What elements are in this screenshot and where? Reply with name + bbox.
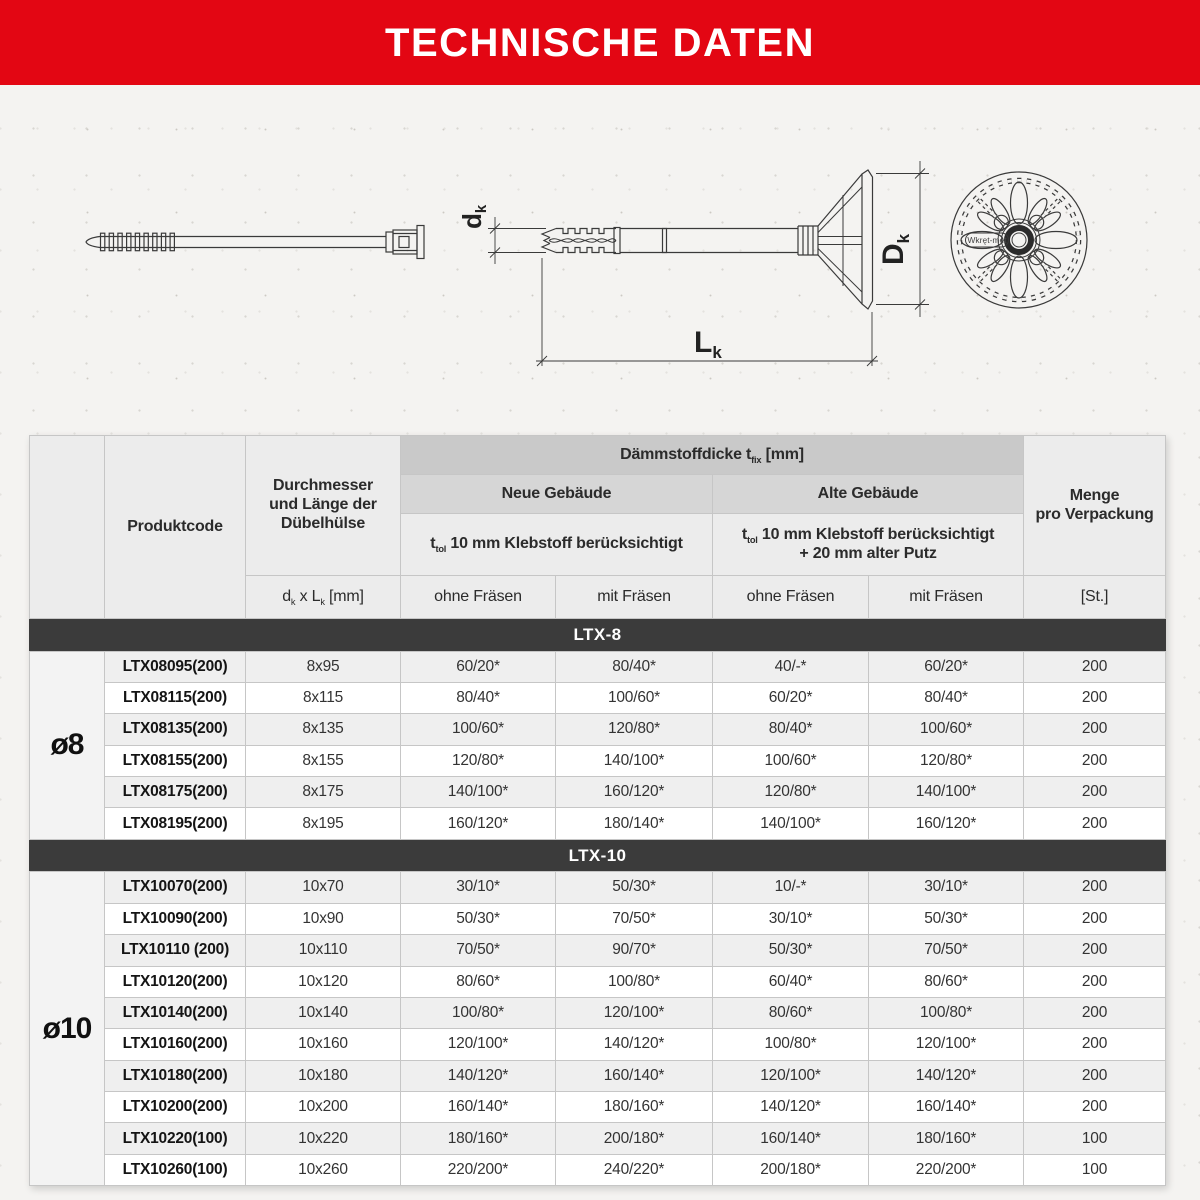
neue-mit-fraesen-cell: 120/80* xyxy=(556,714,713,745)
neue-ohne-fraesen-cell: 140/120* xyxy=(401,1060,556,1091)
alte-mit-fraesen-cell: 100/80* xyxy=(869,997,1024,1028)
size-cell: 8x95 xyxy=(246,651,401,682)
alte-mit-fraesen-cell: 220/200* xyxy=(869,1154,1024,1185)
section-band xyxy=(30,619,1166,652)
size-cell: 10x140 xyxy=(246,997,401,1028)
diameter-label: ø10 xyxy=(30,872,105,1186)
technical-data-table xyxy=(29,435,1166,1186)
size-cell: 10x160 xyxy=(246,1029,401,1060)
product-code-cell: LTX10220(100) xyxy=(105,1123,246,1154)
product-code-cell: LTX10160(200) xyxy=(105,1029,246,1060)
neue-ohne-fraesen-cell: 160/140* xyxy=(401,1092,556,1123)
size-cell: 10x70 xyxy=(246,872,401,903)
section-band xyxy=(30,839,1166,872)
alte-mit-fraesen-cell: 140/100* xyxy=(869,777,1024,808)
neue-ohne-fraesen-cell: 60/20* xyxy=(401,651,556,682)
neue-mit-fraesen-cell: 140/100* xyxy=(556,745,713,776)
alte-mit-fraesen-cell: 30/10* xyxy=(869,872,1024,903)
alte-ohne-fraesen-cell: 10/-* xyxy=(713,872,869,903)
neue-mit-fraesen-cell: 120/100* xyxy=(556,997,713,1028)
dowel-section-drawing xyxy=(457,161,929,366)
section-band-label: LTX-10 xyxy=(30,839,1166,872)
menge-cell: 200 xyxy=(1024,1029,1166,1060)
neue-ohne-fraesen-cell: 120/100* xyxy=(401,1029,556,1060)
menge-cell: 200 xyxy=(1024,997,1166,1028)
page-title: TECHNISCHE DATEN xyxy=(385,20,815,65)
menge-cell: 200 xyxy=(1024,777,1166,808)
menge-cell: 200 xyxy=(1024,808,1166,839)
product-code-cell: LTX10110 (200) xyxy=(105,935,246,966)
alte-mit-fraesen-cell: 80/60* xyxy=(869,966,1024,997)
neue-ohne-fraesen-cell: 140/100* xyxy=(401,777,556,808)
table-row xyxy=(30,935,1166,966)
neue-mit-fraesen-cell: 200/180* xyxy=(556,1123,713,1154)
alte-ohne-fraesen-cell: 30/10* xyxy=(713,903,869,934)
alte-ohne-fraesen-cell: 40/-* xyxy=(713,651,869,682)
note-alte-gebaeude: $t_{tol}$ 10 mm Klebstoff berücksichtigt + 20 mm alter Putz xyxy=(713,514,1024,576)
alte-ohne-fraesen-cell: 50/30* xyxy=(713,935,869,966)
alte-mit-fraesen-cell: 60/20* xyxy=(869,651,1024,682)
menge-cell: 200 xyxy=(1024,745,1166,776)
neue-ohne-fraesen-cell: 100/80* xyxy=(401,997,556,1028)
menge-cell: 200 xyxy=(1024,714,1166,745)
alte-mit-fraesen-cell: 50/30* xyxy=(869,903,1024,934)
col-header-produktcode: Produktcode xyxy=(105,436,246,619)
menge-cell: 200 xyxy=(1024,682,1166,713)
menge-cell: 200 xyxy=(1024,903,1166,934)
neue-ohne-fraesen-cell: 80/40* xyxy=(401,682,556,713)
title-banner xyxy=(0,0,1200,85)
menge-cell: 100 xyxy=(1024,1123,1166,1154)
neue-mit-fraesen-cell: 100/60* xyxy=(556,682,713,713)
neue-ohne-fraesen-cell: 160/120* xyxy=(401,808,556,839)
alte-ohne-fraesen-cell: 60/20* xyxy=(713,682,869,713)
col-header-durchmesser: Durchmesser und Länge der Dübelhülse xyxy=(246,436,401,576)
neue-ohne-fraesen-cell: 70/50* xyxy=(401,935,556,966)
table-row xyxy=(30,651,1166,682)
alte-mit-fraesen-cell: 160/140* xyxy=(869,1092,1024,1123)
product-code-cell: LTX08135(200) xyxy=(105,714,246,745)
alte-ohne-fraesen-cell: 100/80* xyxy=(713,1029,869,1060)
size-cell: 10x220 xyxy=(246,1123,401,1154)
product-code-cell: LTX10180(200) xyxy=(105,1060,246,1091)
neue-mit-fraesen-cell: 240/220* xyxy=(556,1154,713,1185)
neue-ohne-fraesen-cell: 180/160* xyxy=(401,1123,556,1154)
corner-cell xyxy=(30,436,105,619)
col-header-alte-mit-fraesen: mit Fräsen xyxy=(869,576,1024,619)
plate-front-view-drawing xyxy=(951,172,1087,308)
neue-mit-fraesen-cell: 160/120* xyxy=(556,777,713,808)
alte-ohne-fraesen-cell: 200/180* xyxy=(713,1154,869,1185)
table-row xyxy=(30,966,1166,997)
neue-mit-fraesen-cell: 50/30* xyxy=(556,872,713,903)
neue-mit-fraesen-cell: 80/40* xyxy=(556,651,713,682)
product-code-cell: LTX10090(200) xyxy=(105,903,246,934)
alte-mit-fraesen-cell: 80/40* xyxy=(869,682,1024,713)
product-code-cell: LTX08175(200) xyxy=(105,777,246,808)
menge-cell: 200 xyxy=(1024,1060,1166,1091)
neue-mit-fraesen-cell: 100/80* xyxy=(556,966,713,997)
table-row xyxy=(30,1060,1166,1091)
menge-cell: 200 xyxy=(1024,935,1166,966)
col-header-daemmstoffdicke: Dämmstoffdicke $t_{fix}$ [mm] xyxy=(401,436,1024,475)
product-code-cell: LTX08095(200) xyxy=(105,651,246,682)
alte-mit-fraesen-cell: 120/80* xyxy=(869,745,1024,776)
product-code-cell: LTX10260(100) xyxy=(105,1154,246,1185)
col-header-menge: Menge pro Verpackung xyxy=(1024,436,1166,576)
alte-ohne-fraesen-cell: 140/120* xyxy=(713,1092,869,1123)
alte-ohne-fraesen-cell: 60/40* xyxy=(713,966,869,997)
menge-cell: 200 xyxy=(1024,651,1166,682)
alte-ohne-fraesen-cell: 100/60* xyxy=(713,745,869,776)
table-row xyxy=(30,745,1166,776)
col-header-alte-ohne-fraesen: ohne Fräsen xyxy=(713,576,869,619)
size-cell: 10x200 xyxy=(246,1092,401,1123)
product-code-cell: LTX08155(200) xyxy=(105,745,246,776)
neue-ohne-fraesen-cell: 80/60* xyxy=(401,966,556,997)
neue-mit-fraesen-cell: 180/140* xyxy=(556,808,713,839)
diameter-label: ø8 xyxy=(30,651,105,839)
table-row xyxy=(30,1029,1166,1060)
table-row xyxy=(30,808,1166,839)
alte-ohne-fraesen-cell: 140/100* xyxy=(713,808,869,839)
table-header xyxy=(30,436,1166,619)
table-body xyxy=(30,619,1166,1186)
table-row xyxy=(30,1123,1166,1154)
size-cell: 10x180 xyxy=(246,1060,401,1091)
technical-drawings xyxy=(0,85,1200,395)
size-cell: 10x120 xyxy=(246,966,401,997)
table-row xyxy=(30,682,1166,713)
table-row xyxy=(30,997,1166,1028)
dimension-label-Dk: $D_k$ xyxy=(877,233,913,265)
table-row xyxy=(30,1154,1166,1185)
neue-mit-fraesen-cell: 90/70* xyxy=(556,935,713,966)
alte-ohne-fraesen-cell: 80/40* xyxy=(713,714,869,745)
table-row xyxy=(30,777,1166,808)
size-cell: 8x135 xyxy=(246,714,401,745)
menge-cell: 100 xyxy=(1024,1154,1166,1185)
note-neue-gebaeude: $t_{tol}$ 10 mm Klebstoff berücksichtigt xyxy=(401,514,713,576)
col-header-neue-ohne-fraesen: ohne Fräsen xyxy=(401,576,556,619)
alte-mit-fraesen-cell: 160/120* xyxy=(869,808,1024,839)
col-header-neue-mit-fraesen: mit Fräsen xyxy=(556,576,713,619)
alte-mit-fraesen-cell: 120/100* xyxy=(869,1029,1024,1060)
plate-brand-label: Wkręt-met xyxy=(967,235,1007,245)
col-header-alte-gebaeude: Alte Gebäude xyxy=(713,475,1024,514)
size-cell: 10x260 xyxy=(246,1154,401,1185)
alte-ohne-fraesen-cell: 160/140* xyxy=(713,1123,869,1154)
neue-mit-fraesen-cell: 70/50* xyxy=(556,903,713,934)
menge-cell: 200 xyxy=(1024,872,1166,903)
dimension-label-Lk: $L_k$ xyxy=(694,326,722,362)
screw-side-view-drawing xyxy=(86,226,424,259)
table-row xyxy=(30,714,1166,745)
alte-mit-fraesen-cell: 180/160* xyxy=(869,1123,1024,1154)
neue-ohne-fraesen-cell: 220/200* xyxy=(401,1154,556,1185)
product-code-cell: LTX10120(200) xyxy=(105,966,246,997)
product-code-cell: LTX08195(200) xyxy=(105,808,246,839)
size-cell: 8x115 xyxy=(246,682,401,713)
neue-ohne-fraesen-cell: 120/80* xyxy=(401,745,556,776)
product-code-cell: LTX10200(200) xyxy=(105,1092,246,1123)
menge-cell: 200 xyxy=(1024,1092,1166,1123)
neue-mit-fraesen-cell: 140/120* xyxy=(556,1029,713,1060)
col-header-dk-lk: $d_k$ x $L_k$ [mm] xyxy=(246,576,401,619)
neue-ohne-fraesen-cell: 100/60* xyxy=(401,714,556,745)
col-header-st: [St.] xyxy=(1024,576,1166,619)
alte-ohne-fraesen-cell: 120/100* xyxy=(713,1060,869,1091)
product-code-cell: LTX08115(200) xyxy=(105,682,246,713)
size-cell: 10x110 xyxy=(246,935,401,966)
neue-mit-fraesen-cell: 160/140* xyxy=(556,1060,713,1091)
size-cell: 8x195 xyxy=(246,808,401,839)
size-cell: 10x90 xyxy=(246,903,401,934)
alte-ohne-fraesen-cell: 120/80* xyxy=(713,777,869,808)
menge-cell: 200 xyxy=(1024,966,1166,997)
table-row xyxy=(30,872,1166,903)
size-cell: 8x175 xyxy=(246,777,401,808)
product-code-cell: LTX10070(200) xyxy=(105,872,246,903)
section-band-label: LTX-8 xyxy=(30,619,1166,652)
neue-ohne-fraesen-cell: 30/10* xyxy=(401,872,556,903)
table-row xyxy=(30,903,1166,934)
alte-mit-fraesen-cell: 100/60* xyxy=(869,714,1024,745)
alte-mit-fraesen-cell: 70/50* xyxy=(869,935,1024,966)
neue-mit-fraesen-cell: 180/160* xyxy=(556,1092,713,1123)
col-header-neue-gebaeude: Neue Gebäude xyxy=(401,475,713,514)
table-row xyxy=(30,1092,1166,1123)
dimension-label-dk: dk xyxy=(457,204,490,229)
alte-mit-fraesen-cell: 140/120* xyxy=(869,1060,1024,1091)
product-code-cell: LTX10140(200) xyxy=(105,997,246,1028)
alte-ohne-fraesen-cell: 80/60* xyxy=(713,997,869,1028)
neue-ohne-fraesen-cell: 50/30* xyxy=(401,903,556,934)
size-cell: 8x155 xyxy=(246,745,401,776)
